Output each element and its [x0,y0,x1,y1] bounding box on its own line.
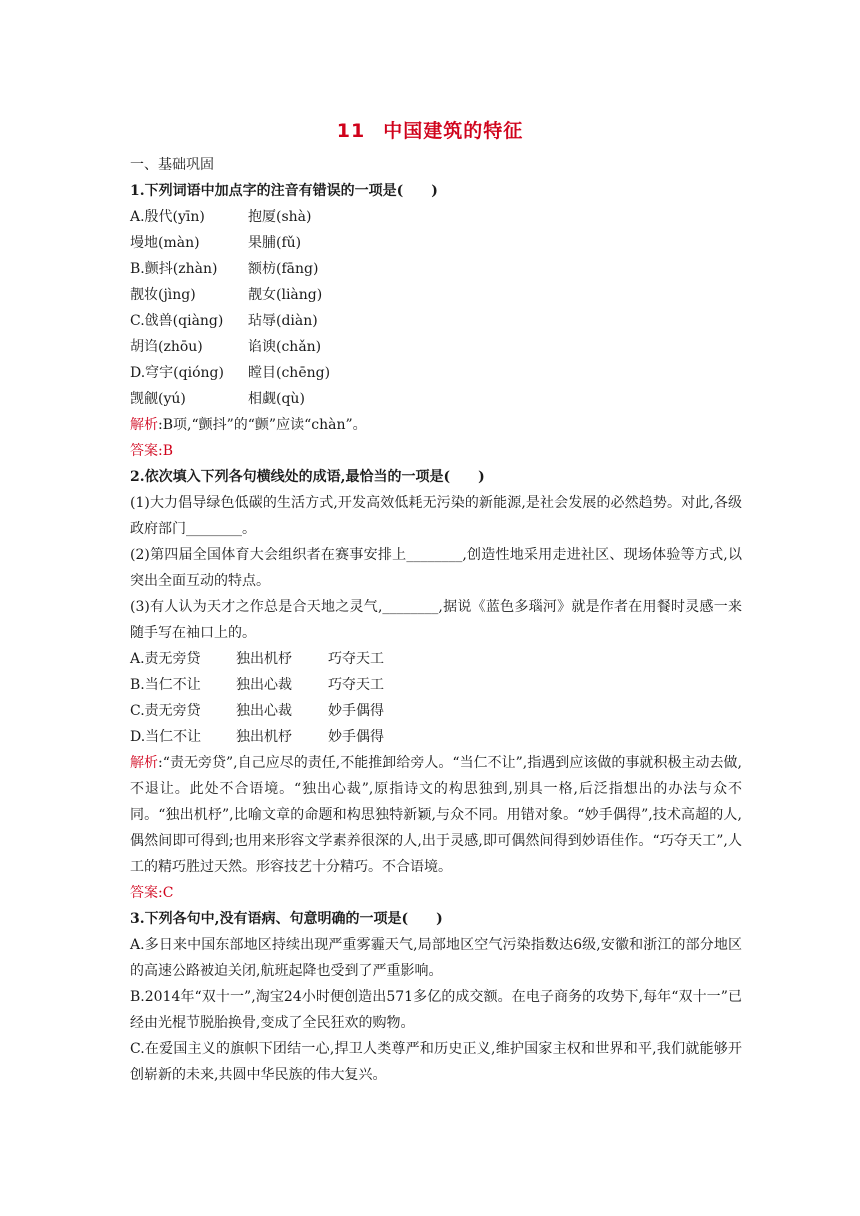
q2-option [130,724,742,750]
question-2-stem: 2.依次填入下列各句横线处的成语,最恰当的一项是( ) [130,469,485,485]
q1-term: 玷辱(diàn) [248,313,318,329]
option-idiom: 独出心裁 [236,703,292,719]
q1-row [130,282,742,308]
title-number: 11 [336,120,366,142]
q3-option-a: A.多日来中国东部地区持续出现严重雾霾天气,局部地区空气污染指数达6级,安徽和浙江的部分地区的高速公路被迫关闭,航班起降也受到了严重影响。 [130,937,742,979]
q1-term: C.戗兽(qiàng) [130,313,224,329]
analysis-label: 解析 [130,417,158,433]
q2-sentence-2: (2)第四届全国体育大会组织者在赛事安排上________,创造性地采用走进社区、现场体验等方式,以突出全面互动的特点。 [130,547,742,589]
option-idiom: D.当仁不让 [130,729,202,745]
q1-term: 靓女(liàng) [248,287,323,303]
q1-row [130,204,742,230]
content [130,152,742,1088]
option-idiom: 独出机杼 [236,651,292,667]
q2-option [130,672,742,698]
q1-term: 果脯(fǔ) [248,235,302,251]
q1-term: 谄谀(chǎn) [248,339,322,355]
q1-term: A.殷代(yīn) [130,209,205,225]
question-1-stem: 1.下列词语中加点字的注音有错误的一项是( ) [130,183,438,199]
analysis-text: :B项,“颤抖”的“颤”应读“chàn”。 [158,417,367,433]
option-idiom: 妙手偶得 [328,703,384,719]
q1-term: 觊觎(yú) [130,391,186,407]
answer-label: 答案 [130,885,158,901]
q2-sentence-1: (1)大力倡导绿色低碳的生活方式,开发高效低耗无污染的新能源,是社会发展的必然趋势。对此,各级政府部门________。 [130,495,742,537]
q1-row [130,256,742,282]
q1-term: 胡诌(zhōu) [130,339,203,355]
q2-option [130,698,742,724]
answer-text: :C [158,885,174,901]
answer-text: :B [158,443,174,459]
q1-term: 相觑(qù) [248,391,305,407]
analysis-text: :“责无旁贷”,自己应尽的责任,不能推卸给旁人。“当仁不让”,指遇到应该做的事就积极主动去做,不退让。此处不合语境。“独出心裁”,原指诗文的构思独到,别具一格,后泛指想出的办法与众不同。“独出机杼”,比喻文章的命题和构思独特新颖,与众不同。用错对象。“妙手偶得”,技术高超的人,偶然间即可得到;也用来形容文学素养很深的人,出于灵感,即可偶然间得到妙语佳作。“巧夺天工”,人工的精巧胜过天然。形容技艺十分精巧。不合语境。 [130,755,742,875]
q1-term: 额枋(fāng) [248,261,319,277]
title-text: 中国建筑的特征 [383,120,524,142]
analysis-label: 解析 [130,755,159,771]
q1-term: B.颤抖(zhàn) [130,261,218,277]
answer-label: 答案 [130,443,158,459]
q3-option-c: C.在爱国主义的旗帜下团结一心,捍卫人类尊严和历史正义,维护国家主权和世界和平,我们就能够开创崭新的未来,共圆中华民族的伟大复兴。 [130,1041,742,1083]
option-idiom: 巧夺天工 [328,677,384,693]
page-title [0,116,860,143]
option-idiom: B.当仁不让 [130,677,201,693]
option-idiom: C.责无旁贷 [130,703,201,719]
q1-row [130,386,742,412]
q1-row [130,308,742,334]
q1-term: 靓妆(jìng) [130,287,196,303]
option-idiom: A.责无旁贷 [130,651,201,667]
q1-term: D.穹宇(qióng) [130,365,224,381]
q2-answer [130,880,742,906]
section-heading: 一、基础巩固 [130,157,214,173]
q1-row [130,360,742,386]
q1-term: 墁地(màn) [130,235,200,251]
q2-analysis [130,750,742,880]
question-3-stem: 3.下列各句中,没有语病、句意明确的一项是( ) [130,911,443,927]
q2-option [130,646,742,672]
option-idiom: 独出机杼 [236,729,292,745]
option-idiom: 独出心裁 [236,677,292,693]
option-idiom: 妙手偶得 [328,729,384,745]
q1-analysis [130,412,742,438]
q1-term: 抱厦(shà) [248,209,312,225]
q1-answer [130,438,742,464]
q3-option-b: B.2014年“双十一”,淘宝24小时便创造出571多亿的成交额。在电子商务的攻势下,每年“双十一”已经由光棍节脱胎换骨,变成了全民狂欢的购物。 [130,989,742,1031]
q1-term: 瞠目(chēng) [248,365,331,381]
q1-row [130,334,742,360]
option-idiom: 巧夺天工 [328,651,384,667]
q1-row [130,230,742,256]
q2-sentence-3: (3)有人认为天才之作总是合天地之灵气,________,据说《蓝色多瑙河》就是作者在用餐时灵感一来随手写在袖口上的。 [130,599,742,641]
